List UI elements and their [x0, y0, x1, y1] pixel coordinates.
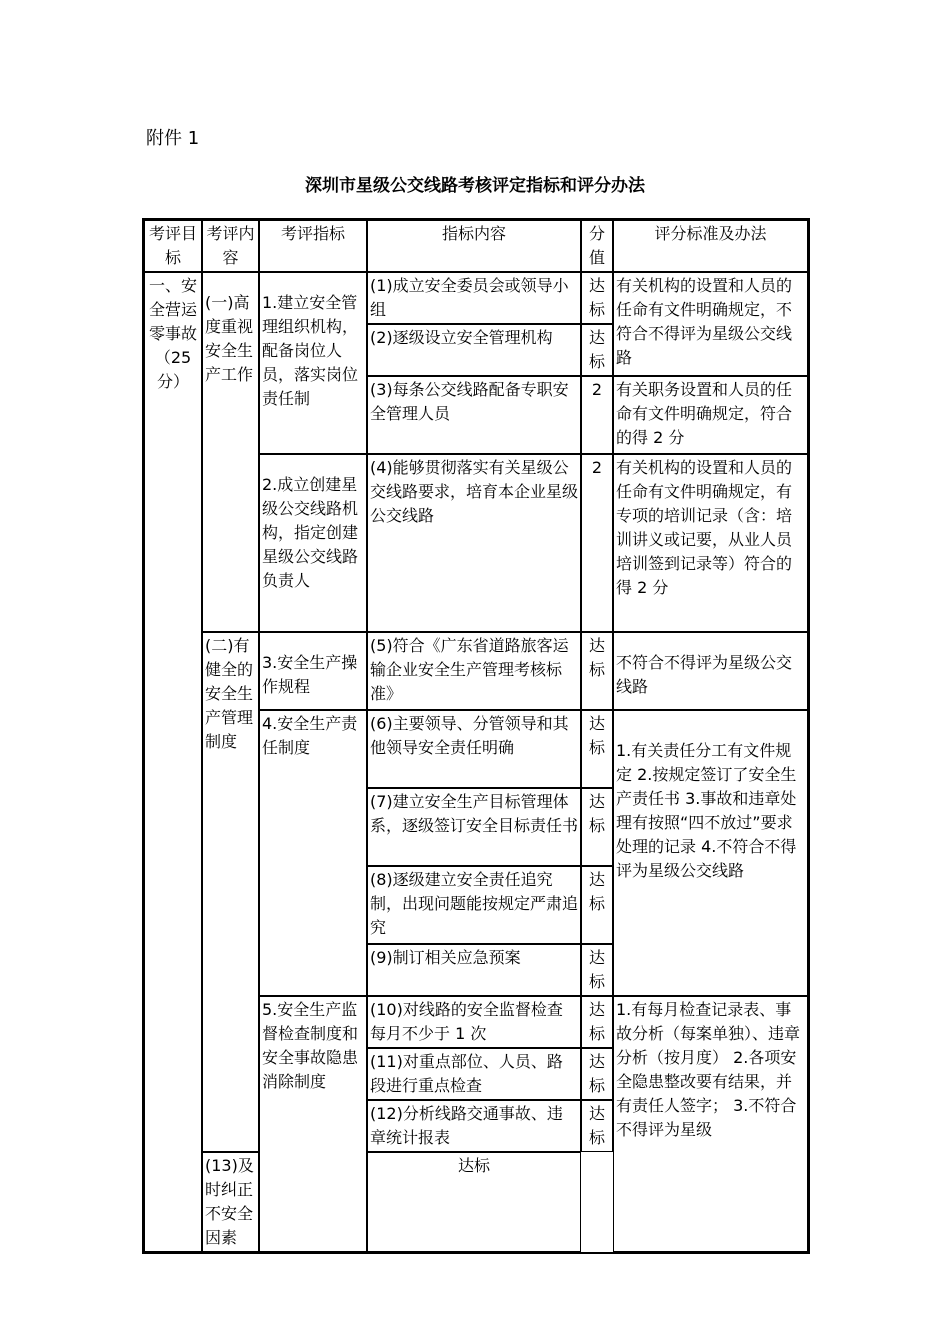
method-cell-4: 不符合不得评为星级公交线路 [613, 632, 808, 710]
content-cell-1: (一)高度重视安全生产工作 [202, 272, 259, 632]
score-cell-10: 达标 [581, 996, 613, 1048]
table-header-row [144, 220, 808, 272]
indicator-cell-5: 5.安全生产监督检查制度和安全事故隐患消除制度 [259, 996, 367, 1252]
target-cell: 一、安全营运零事故（25分） [144, 272, 202, 1252]
item-cell-12: (12)分析线路交通事故、违章统计报表 [367, 1100, 581, 1152]
score-cell-11: 达标 [581, 1048, 613, 1100]
item-cell-4: (4)能够贯彻落实有关星级公交线路要求，培育本企业星级公交线路 [367, 454, 581, 632]
attachment-label: 附件 1 [146, 128, 200, 149]
score-cell-12: 达标 [581, 1100, 613, 1152]
header-target: 考评目标 [144, 220, 202, 272]
item-cell-7: (7)建立安全生产目标管理体系，逐级签订安全目标责任书 [367, 788, 581, 866]
method-cell-1: 有关机构的设置和人员的任命有文件明确规定，不符合不得评为星级公交线路 [613, 272, 808, 376]
score-cell-4: 2 [581, 454, 613, 632]
evaluation-table [142, 218, 810, 1254]
score-cell-8: 达标 [581, 866, 613, 944]
score-cell-2: 达标 [581, 324, 613, 376]
item-cell-3: (3)每条公交线路配备专职安全管理人员 [367, 376, 581, 454]
item-cell-9: (9)制订相关应急预案 [367, 944, 581, 996]
item-cell-6: (6)主要领导、分管领导和其他领导安全责任明确 [367, 710, 581, 788]
method-cell-6: 1.有每月检查记录表、事故分析（每案单独）、违章分析（按月度） 2.各项安全隐患整改要有结果，并有责任人签字； 3.不符合不得评为星级 [613, 996, 808, 1252]
indicator-cell-1: 1.建立安全管理组织机构，配备岗位人员，落实岗位责任制 [259, 272, 367, 454]
content-cell-2: (二)有健全的安全生产管理制度 [202, 632, 259, 1152]
document-title: 深圳市星级公交线路考核评定指标和评分办法 [305, 176, 645, 196]
item-cell-13: (13)及时纠正不安全因素 [202, 1152, 259, 1252]
method-cell-3: 有关机构的设置和人员的任命有文件明确规定，有专项的培训记录（含：培训讲义或记要，从业人员培训签到记录等）符合的得 2 分 [613, 454, 808, 632]
item-cell-5: (5)符合《广东省道路旅客运输企业安全生产管理考核标准》 [367, 632, 581, 710]
score-cell-3: 2 [581, 376, 613, 454]
header-detail: 指标内容 [367, 220, 581, 272]
indicator-cell-2: 2.成立创建星级公交线路机构，指定创建星级公交线路负责人 [259, 454, 367, 632]
indicator-cell-4: 4.安全生产责任制度 [259, 710, 367, 996]
score-cell-6: 达标 [581, 710, 613, 788]
score-cell-13: 达标 [367, 1152, 581, 1252]
score-cell-7: 达标 [581, 788, 613, 866]
item-cell-10: (10)对线路的安全监督检查每月不少于 1 次 [367, 996, 581, 1048]
item-cell-8: (8)逐级建立安全责任追究制，出现问题能按规定严肃追究 [367, 866, 581, 944]
header-content: 考评内容 [202, 220, 259, 272]
method-cell-5: 1.有关责任分工有文件规定 2.按规定签订了安全生产责任书 3.事故和违章处理有按照“四不放过”要求处理的记录 4.不符合不得评为星级公交线路 [613, 710, 808, 996]
method-cell-2: 有关职务设置和人员的任命有文件明确规定，符合的得 2 分 [613, 376, 808, 454]
score-cell-5: 达标 [581, 632, 613, 710]
item-cell-1: (1)成立安全委员会或领导小组 [367, 272, 581, 324]
table-row [144, 632, 808, 710]
header-method: 评分标准及办法 [613, 220, 808, 272]
item-cell-11: (11)对重点部位、人员、路段进行重点检查 [367, 1048, 581, 1100]
header-score: 分值 [581, 220, 613, 272]
score-cell-9: 达标 [581, 944, 613, 996]
score-cell-1: 达标 [581, 272, 613, 324]
item-cell-2: (2)逐级设立安全管理机构 [367, 324, 581, 376]
table-row [144, 272, 808, 324]
header-indicator: 考评指标 [259, 220, 367, 272]
indicator-cell-3: 3.安全生产操作规程 [259, 632, 367, 710]
